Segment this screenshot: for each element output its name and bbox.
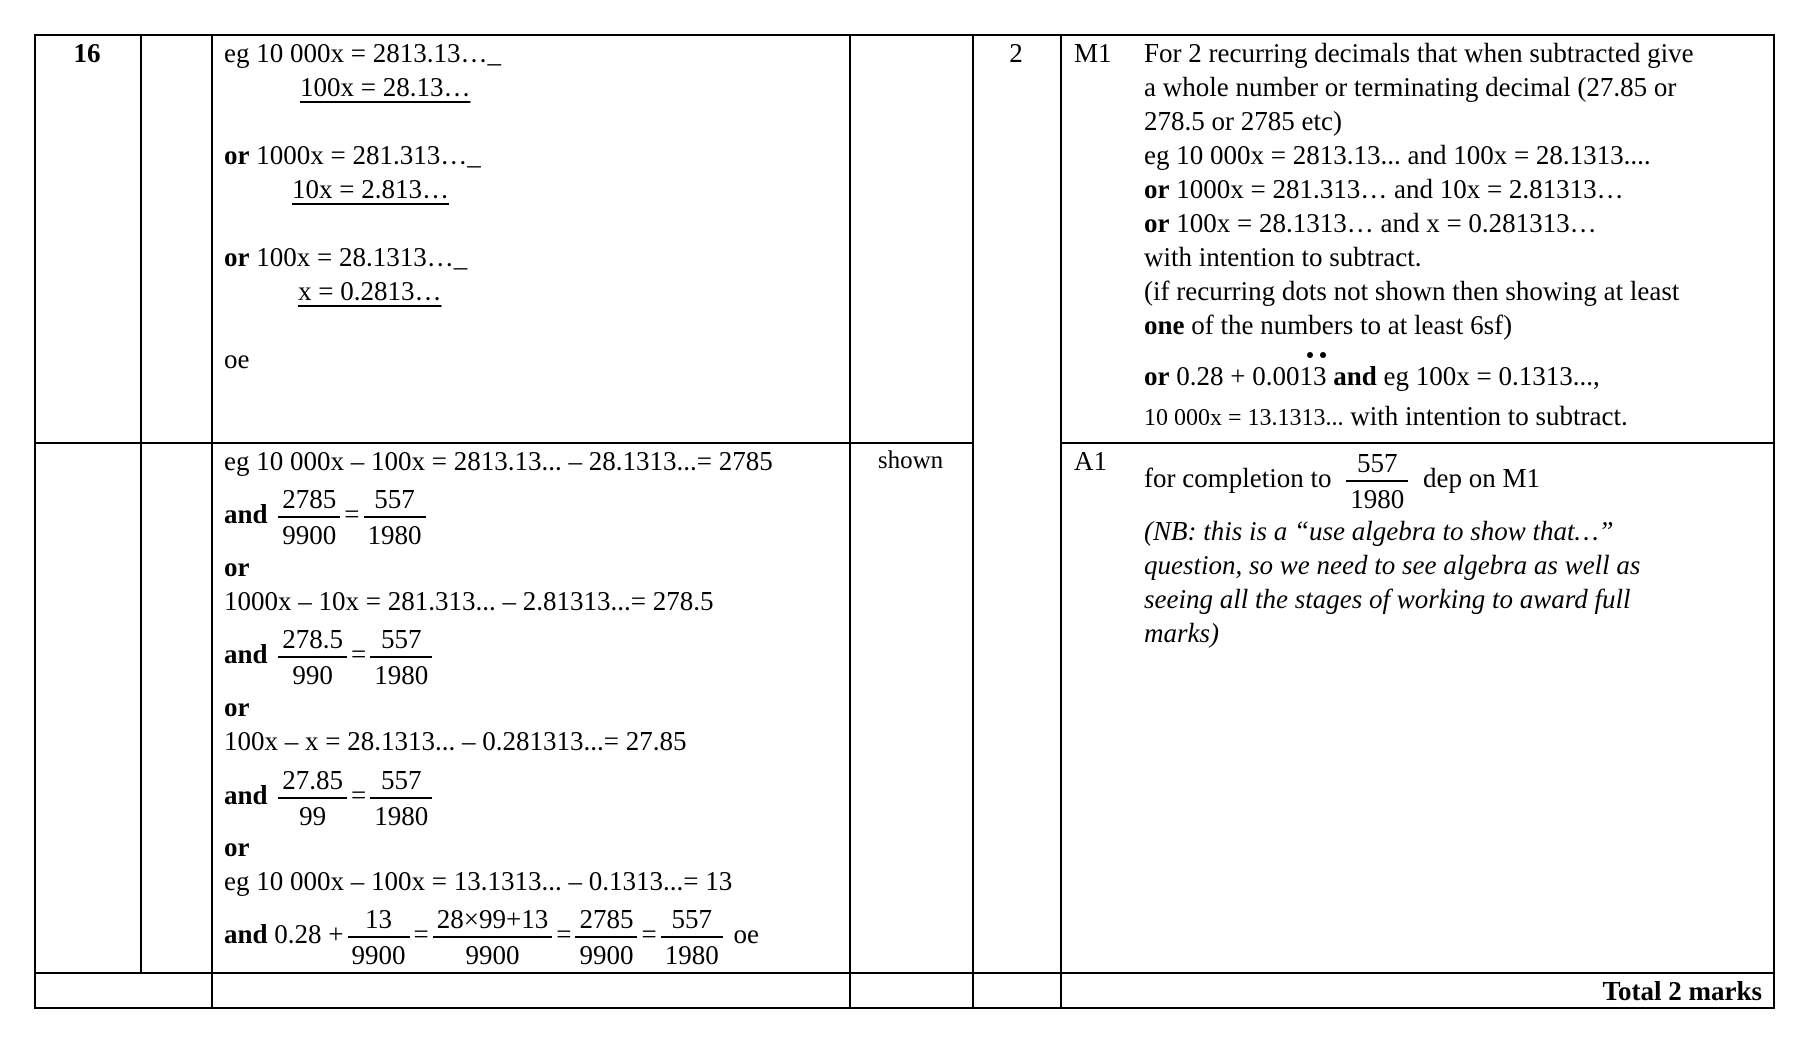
recurring-decimal: 0.28 + 0.0013 [1176,358,1326,394]
working-line: and 0.28 + $\frac{13}{9900}$ = $\frac{28\times 99+13}{9900}$ = $\frac{2785}{9900}$ = $\frac{557}{1980}$ oe [224,903,759,970]
fraction: $\frac{13}{9900}$ [348,902,410,972]
fraction: $\frac{27.85}{99}$ [278,763,347,833]
working-line: 100x – x = 28.1313... – 0.281313...= 27.85 [224,726,687,756]
grid-line [849,34,851,1009]
guidance-note: marks) [1144,618,1219,648]
guidance-line: or 0.28 + 0.0013 and eg 100x = 0.1313..., [1144,358,1600,394]
guidance-line: one of the numbers to at least 6sf) [1144,310,1513,340]
recurring-dot-icon [1307,352,1313,358]
working-top [224,36,844,436]
working-line: and $\frac{27.85}{99}$ = $\frac{557}{1980}$ [224,761,436,833]
fraction: $\frac{557}{1980}$ [370,763,432,833]
fraction: $\frac{2785}{9900}$ [278,482,340,552]
fraction: $\frac{28\times 99+13}{9900}$ [433,902,552,972]
working-line: oe [224,344,250,374]
fraction: $\frac{557}{1980}$ [1346,446,1408,516]
working-line: 10x = 2.813… [292,174,449,204]
grid-line [972,34,974,1009]
a1-guidance [1144,444,1769,964]
working-line: or [224,832,250,862]
guidance-line: with intention to subtract. [1144,242,1422,272]
working-line: and $\frac{2785}{9900}$ = $\frac{557}{1980}$ [224,480,430,552]
guidance-note: (NB: this is a “use algebra to show that…” [1144,516,1614,546]
working-line: or [224,692,250,722]
answer-value: shown [877,447,944,474]
working-line: 100x = 28.13… [300,72,471,102]
working-line: 1000x – 10x = 281.313... – 2.81313...= 278.5 [224,586,714,616]
recurring-dot-icon [1320,352,1326,358]
guidance-line: For 2 recurring decimals that when subtracted give [1144,38,1694,68]
fraction: $\frac{557}{1980}$ [661,902,723,972]
working-line: and $\frac{278.5}{990}$ = $\frac{557}{1980}$ [224,620,436,692]
working-line: x = 0.2813… [298,276,442,306]
working-line: or 100x = 28.1313…_ [224,242,468,272]
fraction: $\frac{557}{1980}$ [364,482,426,552]
guidance-line: 278.5 or 2785 etc) [1144,106,1342,136]
grid-line [1773,34,1775,1009]
working-bottom [224,444,846,969]
total-marks: Total 2 marks [1602,976,1762,1006]
guidance-line: 10 000x = 13.1313... with intention to subtract. [1144,401,1628,431]
question-number-text: 16 [73,38,101,68]
mark-code-m1: M1 [1074,38,1112,68]
m1-guidance [1144,36,1769,436]
guidance-note: question, so we need to see algebra as well as [1144,550,1641,580]
grid-line [34,34,36,1009]
grid-line [211,34,213,1009]
guidance-note: seeing all the stages of working to award full [1144,584,1631,614]
guidance-line: for completion to $\frac{557}{1980}$ dep on M1 [1144,447,1540,514]
working-line: eg 10 000x = 2813.13…_ [224,38,501,68]
question-number [34,38,140,69]
marks-value: 2 [1009,38,1023,68]
fraction: $\frac{278.5}{990}$ [278,622,347,692]
grid-line [140,34,142,974]
working-line: eg 10 000x – 100x = 2813.13... – 28.1313...= 2785 [224,446,773,476]
working-line: eg 10 000x – 100x = 13.1313... – 0.1313...= 13 [224,866,733,896]
grid-line [1060,34,1062,1009]
guidance-line: or 1000x = 281.313… and 10x = 2.81313… [1144,174,1624,204]
fraction: $\frac{2785}{9900}$ [575,902,637,972]
guidance-line: eg 10 000x = 2813.13... and 100x = 28.1313.... [1144,140,1651,170]
working-line: or 1000x = 281.313…_ [224,140,481,170]
mark-code-a1: A1 [1074,446,1107,476]
fraction: $\frac{557}{1980}$ [370,622,432,692]
guidance-line: a whole number or terminating decimal (27.85 or [1144,72,1677,102]
guidance-line: or 100x = 28.1313… and x = 0.281313… [1144,208,1597,238]
guidance-line: (if recurring dots not shown then showing at least [1144,276,1680,306]
working-line: or [224,552,250,582]
